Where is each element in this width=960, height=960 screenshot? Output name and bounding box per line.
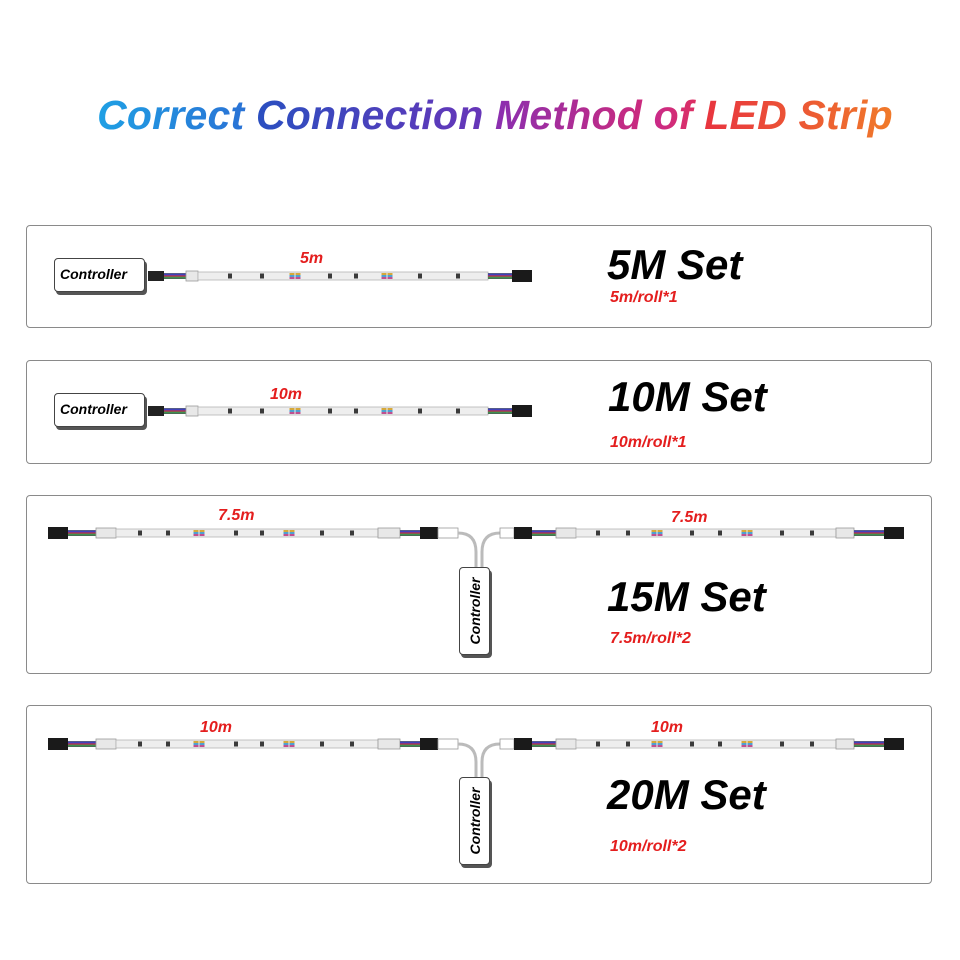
title-part-5: LED Strip — [704, 92, 893, 138]
title-part-2: Connection — [255, 92, 496, 138]
strip-20m-set-left — [48, 738, 438, 750]
controller-label: Controller — [466, 577, 483, 645]
title-part-3: Method — [495, 92, 654, 138]
strip-5m-set — [148, 270, 532, 282]
strip-length-label: 10m — [270, 386, 303, 403]
strip-20m-set-right — [514, 738, 904, 750]
set-roll-info: 5m/roll*1 — [610, 289, 678, 306]
set-roll-info: 10m/roll*1 — [610, 434, 687, 451]
controller-box-15m — [459, 567, 490, 655]
set-roll-info: 10m/roll*2 — [610, 838, 687, 855]
splitter-15m — [438, 528, 514, 568]
controller-box-20m — [459, 777, 490, 865]
controller-label: Controller — [60, 266, 127, 282]
strip-length-label: 10m — [200, 719, 233, 736]
splitter-20m — [438, 739, 514, 778]
title-part-4: of — [653, 92, 705, 138]
controller-box-5m — [54, 258, 145, 292]
controller-box-10m — [54, 393, 145, 427]
set-name: 15M Set — [607, 573, 766, 620]
set-roll-info: 7.5m/roll*2 — [610, 630, 691, 647]
strip-15m-set-left — [48, 527, 438, 539]
strip-15m-set-right — [514, 527, 904, 539]
strip-length-label: 5m — [300, 250, 324, 267]
set-name: 5M Set — [607, 241, 743, 288]
strip-10m-set — [148, 405, 532, 417]
set-name: 10M Set — [608, 373, 767, 420]
strip-length-label: 7.5m — [218, 507, 255, 524]
set-name: 20M Set — [607, 771, 766, 818]
title-part-1: Correct — [97, 92, 256, 138]
controller-label: Controller — [60, 401, 127, 417]
strip-length-label: 7.5m — [671, 509, 708, 526]
strip-length-label: 10m — [651, 719, 684, 736]
controller-label: Controller — [466, 787, 483, 855]
